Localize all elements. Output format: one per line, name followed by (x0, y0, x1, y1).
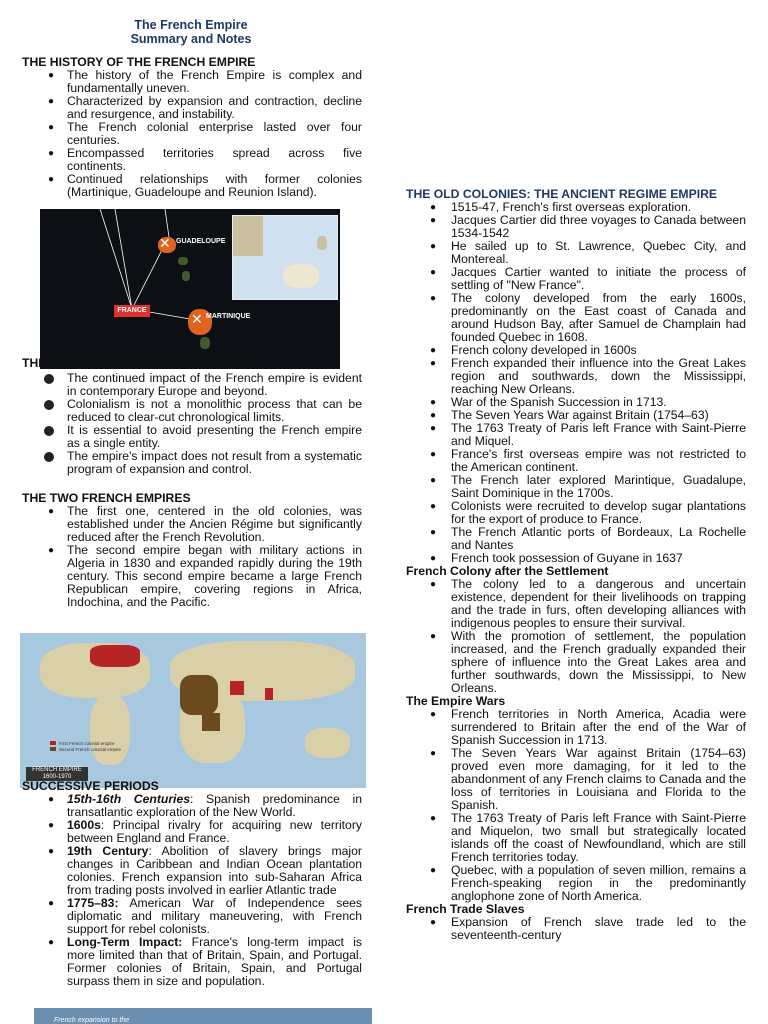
list-item: ● Expansion of French slave trade led to the seventeenth-century (430, 915, 746, 942)
list-item: ● 1515-47, French's first overseas exploration. (430, 200, 692, 214)
martinique-label: MARTINIQUE (206, 313, 251, 320)
list-item: ● He sailed up to St. Lawrence, Quebec City, and Montereal. (430, 239, 746, 266)
list-item: ● The first one, centered in the old colonies, was established under the Ancien Régime but significantly reduced after the French Revolution. (48, 504, 362, 544)
list-item: ● France's first overseas empire was not restricted to the American continent. (430, 447, 746, 474)
impact-section (22, 372, 362, 476)
list-item: ● Jacques Cartier wanted to initiate the process of settling of "New France". (430, 265, 746, 292)
list-item: ● Colonists were recruited to develop sugar plantations for the export of produce to France. (430, 499, 746, 526)
list-item: ● The French Atlantic ports of Bordeaux, La Rochelle and Nantes (430, 525, 746, 552)
list-item: ● The Seven Years War against Britain (1754–63) proved even more damaging, for it led to the abandonment of any French claims to Canada and the loss of territories in Louisiana and Florida to the Spanish. (430, 746, 746, 812)
list-item: ● French colony developed in 1600s (430, 343, 637, 357)
list-item: ● The 1763 Treaty of Paris left France with Saint-Pierre and Miquel. (430, 421, 746, 448)
list-item: The continued impact of the French empire is evident in contemporary Europe and beyond. (22, 372, 362, 398)
impact-list (22, 372, 362, 476)
history-heading: THE HISTORY OF THE FRENCH EMPIRE (22, 55, 256, 69)
guadeloupe-marker-icon: ✕ (159, 235, 171, 251)
history-list (22, 69, 362, 199)
title-line-2: Summary and Notes (130, 32, 252, 46)
map3-title: French expansion to the (54, 1017, 130, 1024)
caribbean-map-image (40, 209, 340, 369)
list-item: ● Characterized by expansion and contraction, decline and resurgence, and instability. (48, 94, 362, 121)
trade-slaves-list (406, 916, 746, 942)
list-item: ● 15th-16th Centuries: Spanish predominance in transatlantic exploration of the New World. (48, 792, 363, 819)
list-item: ● The history of the French Empire is complex and fundamentally uneven. (48, 68, 362, 95)
old-colonies-heading: THE OLD COLONIES: THE ANCIENT REGIME EMPIRE (406, 187, 718, 201)
history-section (22, 56, 362, 199)
list-item: ● French expanded their influence into the Great Lakes region and southwards, down the Mississippi, reaching New Orleans. (430, 356, 746, 396)
list-item: ● Long-Term Impact: France's long-term impact is more limited than that of Britain, Spain, and Portugal. Former colonies of Britain, Spain, and Portugal surpass them in size and population. (48, 935, 362, 988)
list-item: ● With the promotion of settlement, the population increased, and the French gradually expanded their sphere of influence into the Great Lakes area and further southwards, down the Mississippi, to New Orleans. (430, 629, 746, 695)
map-caption: FRENCH EMPIRE 1600-1970 (26, 767, 88, 781)
list-item: ● The colony led to a dangerous and uncertain existence, dependent for their livelihoods on trapping and the trade in furs, often developing alliances with indigenous peoples to ensure their survival. (430, 577, 746, 630)
list-item: ● French territories in North America, Acadia were surrendered to Britain after the end of the War of Spanish Succession in 1713. (430, 707, 746, 747)
successive-list (22, 793, 362, 988)
list-item: ● Encompassed territories spread across five continents. (48, 146, 362, 173)
list-item: ● The 1763 Treaty of Paris left France with Saint-Pierre and Miquelon, two small but strategically located islands off the coast of Newfoundland, which are still French territories today. (430, 811, 746, 864)
map-inset (232, 215, 338, 300)
france-label: FRANCE (114, 305, 150, 317)
map-legend: First French colonial empire Second French colonial empire (50, 741, 121, 753)
list-item: ● 1775–83: American War of Independence sees diplomatic and military maneuvering, with French support for rebel colonists. (48, 896, 362, 936)
list-item: The empire's impact does not result from a systematic program of expansion and control. (22, 450, 362, 476)
right-column (406, 188, 746, 942)
list-item: ● Quebec, with a population of seven million, remains a French-speaking region in the predominantly anglophone zone of North America. (430, 863, 746, 903)
document-title (120, 18, 262, 46)
list-item: Colonialism is not a monolithic process that can be reduced to clear-cut chronological limits. (22, 398, 362, 424)
empire-wars-heading: The Empire Wars (406, 694, 506, 708)
successive-section (22, 780, 362, 988)
second-empire-region (180, 675, 218, 715)
two-empires-list (22, 505, 362, 609)
list-item: ● The second empire began with military actions in Algeria in 1830 and expanded rapidly during the 19th century. This second empire became a large French Republican empire, covering regions in Africa, Indochina, and the Pacific. (48, 543, 362, 609)
two-empires-heading: THE TWO FRENCH EMPIRES (22, 491, 191, 505)
title-line-1: The French Empire (134, 18, 248, 32)
list-item: ● War of the Spanish Succession in 1713. (430, 395, 667, 409)
list-item: ● 1600s: Principal rivalry for acquiring new territory between England and France. (48, 818, 362, 845)
successive-heading: SUCCESSIVE PERIODS (22, 779, 159, 793)
list-item: ● The French later explored Marintique, Guadalupe, Saint Dominique in the 1700s. (430, 473, 746, 500)
list-item: ● 19th Century: Abolition of slavery brings major changes in Caribbean and Indian Ocean plantation colonies. French expansion into sub-Saharan Africa from trading posts involved in earlier Atlantic trade (48, 844, 362, 897)
after-settlement-list (406, 578, 746, 695)
impact-heading: THE IMPACT OF THE FRENCH EMPIRE (22, 356, 248, 370)
first-empire-region (90, 645, 140, 667)
list-item: ● Jacques Cartier did three voyages to Canada between 1534-1542 (430, 213, 746, 240)
guadeloupe-label: GUADELOUPE (176, 238, 226, 245)
old-colonies-list (406, 201, 746, 565)
martinique-marker-icon: ✕ (191, 311, 203, 327)
list-item: ● Continued relationships with former colonies (Martinique, Guadeloupe and Reunion Island). (48, 172, 362, 199)
list-item: ● The Seven Years War against Britain (1754–63) (430, 408, 709, 422)
french-empire-world-map-image (20, 633, 366, 788)
french-expansion-map-image (34, 1008, 372, 1024)
list-item: ● The French colonial enterprise lasted over four centuries. (48, 120, 362, 147)
two-empires-section (22, 492, 362, 609)
list-item: ● French took possession of Guyane in 1637 (430, 551, 683, 565)
after-settlement-heading: French Colony after the Settlement (406, 564, 609, 578)
trade-slaves-heading: French Trade Slaves (406, 902, 525, 916)
list-item: ● The colony developed from the early 1600s, predominantly on the East coast of Canada and around Hudson Bay, after Samuel de Champlain had founded Quebec in 1608. (430, 291, 746, 344)
list-item: It is essential to avoid presenting the French empire as a single entity. (22, 424, 362, 450)
empire-wars-list (406, 708, 746, 903)
